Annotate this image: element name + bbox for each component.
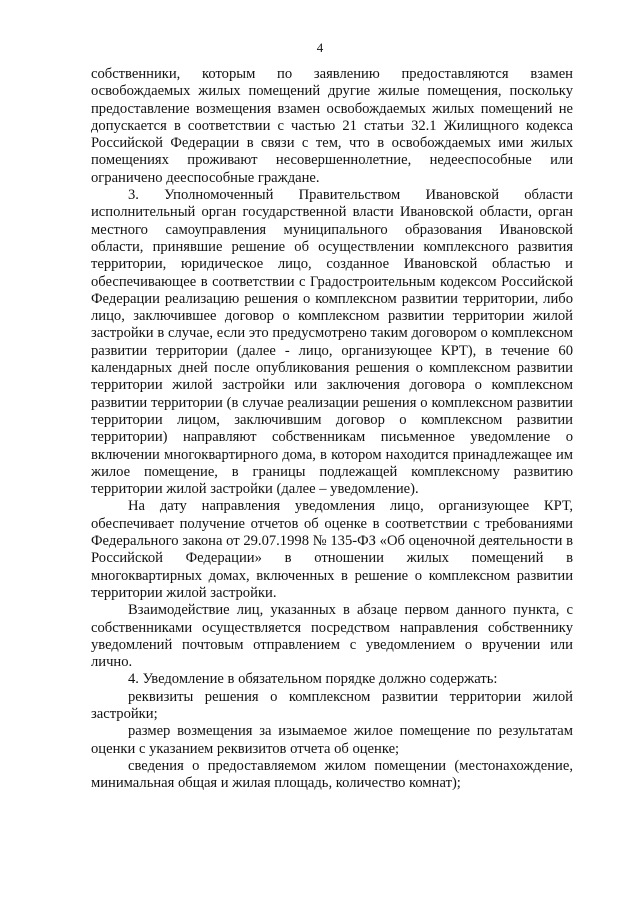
paragraph-owners-continuation: собственники, которым по заявлению предоставляются взамен освобождаемых жилых помещений другие жилые помещения, поскольку предоставление возмещения взамен освобождаемых жилых помещений не допускается в соответствии с частью 21 статьи 32.1 Жилищного кодекса Российской Федерации в связи с тем, что в освобождаемых ими жилых помещениях проживают несовершеннолетние, недееспособные или ограничено дееспособные граждане. [91, 66, 573, 186]
paragraph-item-3: 3. Уполномоченный Правительством Ивановской области исполнительный орган государственной власти Ивановской области, орган местного самоуправления муниципального образования Ивановской области, принявшие решение об осуществлении комплексного развития территории, юридическое лицо, созданное Ивановской областью и обеспечивающее в соответствии с Градостроительным кодексом Российской Федерации реализацию решения о комплексном развитии территории, либо лицо, заключившее договор о комплексном развитии территории жилой застройки в случае, если это предусмотрено таким договором о комплексном развитии территории (далее - лицо, организующее КРТ), в течение 60 календарных дней после опубликования решения о комплексном развитии территории жилой застройки или заключения договора о комплексном развитии территории (в случае реализации решения о комплексном развитии территории лицом, заключившим договор о комплексном развитии территории) направляют собственникам письменное уведомление о включении многоквартирного дома, в котором находится принадлежащее им жилое помещение, в границы подлежащей комплексному развитию территории жилой застройки (далее – уведомление). [91, 187, 573, 498]
paragraph-decision-details: реквизиты решения о комплексном развитии территории жилой застройки; [91, 688, 573, 722]
document-body [91, 66, 573, 792]
paragraph-item-4: 4. Уведомление в обязательном порядке должно содержать: [128, 671, 498, 688]
page-number: 4 [316, 40, 324, 55]
paragraph-valuation-reports: На дату направления уведомления лицо, организующее КРТ, обеспечивает получение отчетов об оценке в соответствии с требованиями Федерального закона от 29.07.1998 № 135-ФЗ «Об оценочной деятельности в Российской Федерации» в отношении жилых помещений в многоквартирных домах, включенных в решение о комплексном развитии территории жилой застройки. [91, 498, 573, 601]
paragraph-compensation-amount: размер возмещения за изымаемое жилое помещение по результатам оценки с указанием реквизитов отчета об оценке; [91, 723, 573, 757]
paragraph-housing-info: сведения о предоставляемом жилом помещении (местонахождение, минимальная общая и жилая площадь, количество комнат); [91, 757, 573, 792]
paragraph-interaction: Взаимодействие лиц, указанных в абзаце первом данного пункта, с собственниками осуществляется посредством направления собственнику уведомлений почтовым отправлением с уведомлением о вручении или лично. [91, 602, 573, 671]
